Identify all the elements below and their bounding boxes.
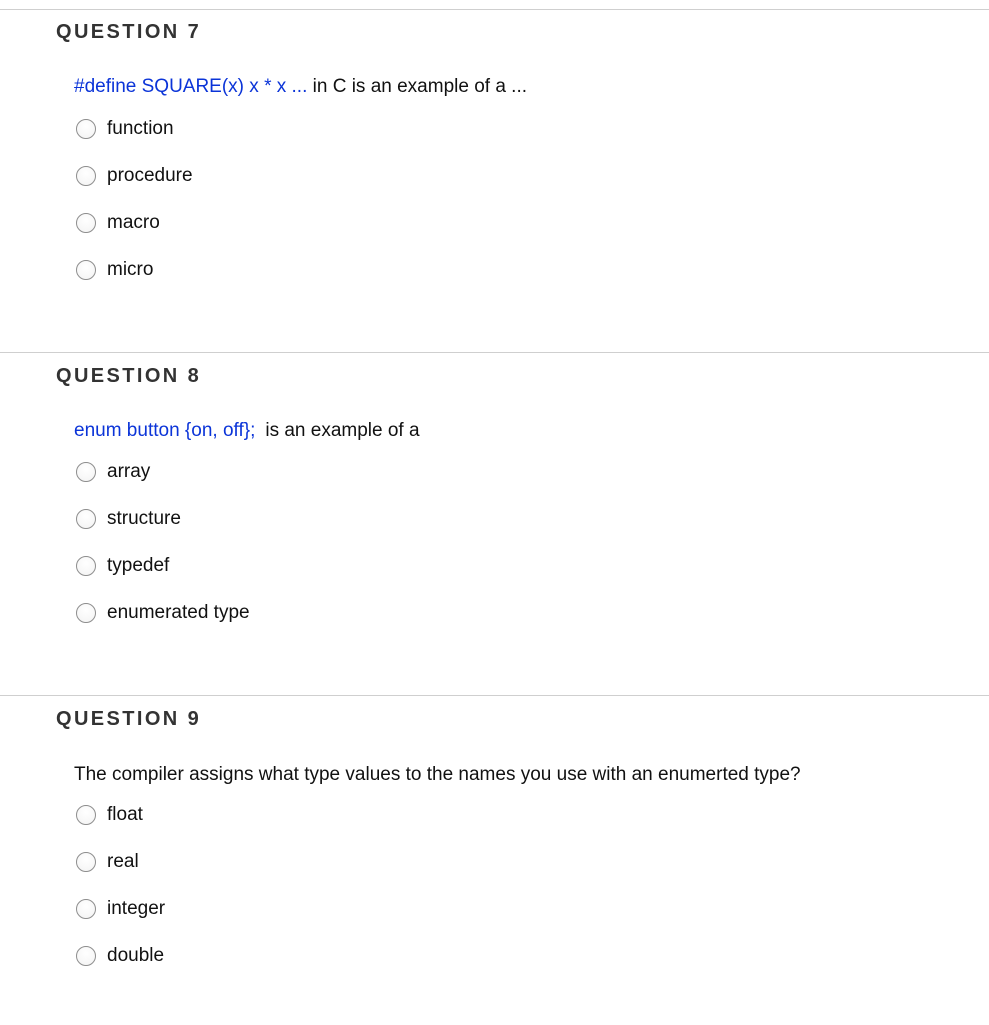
answer-option-typedef[interactable]	[76, 554, 169, 578]
answer-option-array[interactable]	[76, 460, 150, 484]
radio-button[interactable]	[76, 260, 96, 280]
option-label: macro	[107, 212, 160, 233]
question-prompt	[74, 76, 527, 98]
answer-option-micro[interactable]	[76, 258, 153, 282]
radio-button[interactable]	[76, 946, 96, 966]
radio-button[interactable]	[76, 805, 96, 825]
answer-option-double[interactable]	[76, 944, 164, 968]
answer-option-function[interactable]	[76, 117, 174, 141]
option-label: procedure	[107, 165, 193, 186]
radio-button[interactable]	[76, 509, 96, 529]
prompt-text: is an example of a	[265, 420, 420, 441]
question-title: QUESTION 7	[56, 21, 202, 43]
option-label: double	[107, 945, 165, 966]
radio-button[interactable]	[76, 213, 96, 233]
option-label: enumerated type	[107, 602, 250, 623]
option-label: array	[107, 461, 151, 482]
radio-button[interactable]	[76, 556, 96, 576]
option-label: float	[107, 804, 143, 825]
question-8	[0, 352, 989, 695]
answer-option-macro[interactable]	[76, 211, 160, 235]
option-label: micro	[107, 259, 154, 280]
option-label: typedef	[107, 555, 170, 576]
prompt-code: #define SQUARE(x) x * x ...	[74, 76, 308, 97]
option-label: integer	[107, 898, 166, 919]
answer-option-procedure[interactable]	[76, 164, 193, 188]
question-9	[0, 695, 989, 1025]
radio-button[interactable]	[76, 603, 96, 623]
radio-button[interactable]	[76, 852, 96, 872]
answer-option-float[interactable]	[76, 803, 143, 827]
question-prompt	[74, 764, 801, 786]
question-title: QUESTION 8	[56, 365, 202, 387]
prompt-text: The compiler assigns what type values to the names you use with an enumerted type?	[74, 764, 801, 785]
radio-button[interactable]	[76, 899, 96, 919]
answer-option-integer[interactable]	[76, 897, 165, 921]
question-7	[0, 9, 989, 352]
question-prompt	[74, 420, 420, 442]
answer-option-real[interactable]	[76, 850, 139, 874]
option-label: function	[107, 118, 174, 139]
radio-button[interactable]	[76, 462, 96, 482]
question-title: QUESTION 9	[56, 708, 202, 730]
radio-button[interactable]	[76, 119, 96, 139]
answer-option-structure[interactable]	[76, 507, 181, 531]
prompt-text: in C is an example of a ...	[307, 76, 528, 97]
prompt-code: enum button {on, off};	[74, 420, 256, 441]
answer-option-enumerated-type[interactable]	[76, 601, 250, 625]
option-label: real	[107, 851, 139, 872]
option-label: structure	[107, 508, 181, 529]
radio-button[interactable]	[76, 166, 96, 186]
